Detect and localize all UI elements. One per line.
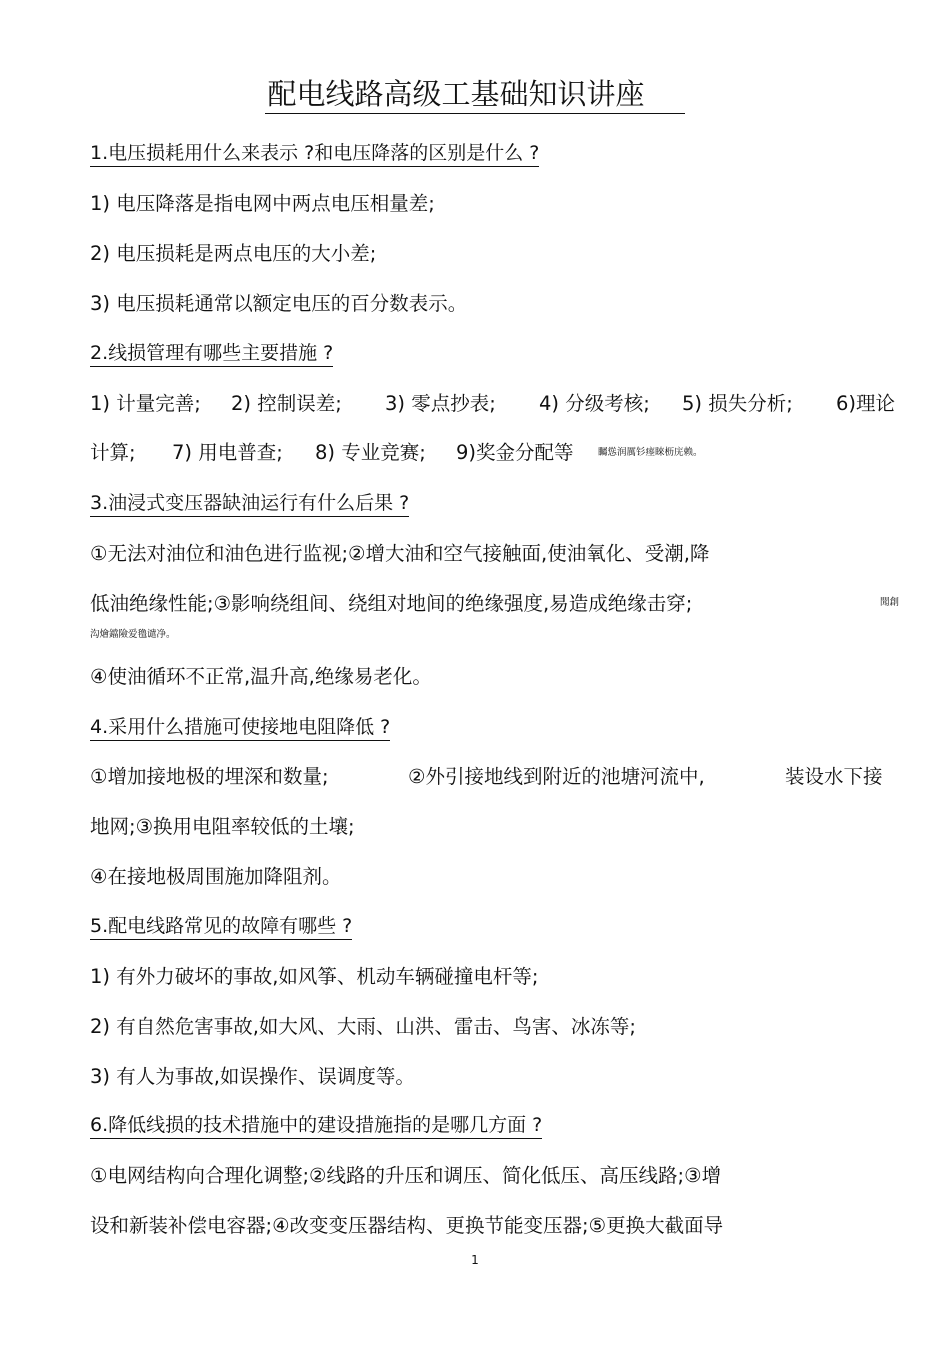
answer-2-item: 9)奖金分配等 xyxy=(456,441,574,464)
answer-2-item: 计算; xyxy=(90,441,136,464)
page-title: 配电线路高级工基础知识讲座 xyxy=(0,72,950,113)
answer-6-1: ①电网结构向合理化调整;②线路的升压和调压、简化低压、高压线路;③增 xyxy=(90,1164,722,1187)
answer-3-1: ①无法对油位和油色进行监视;②增大油和空气接触面,使油氧化、受潮,降 xyxy=(90,542,710,565)
answer-5-1: 1) 有外力破坏的事故,如风筝、机动车辆碰撞电杆等; xyxy=(90,965,539,988)
noise-text: 矚慫润厲钐瘗睞枥庑赖。 xyxy=(598,447,703,458)
answer-2-item: 3) 零点抄表; xyxy=(385,392,496,415)
answer-5-3: 3) 有人为事故,如误操作、误调度等。 xyxy=(90,1065,415,1088)
question-4: 4.采用什么措施可使接地电阻降低 ? xyxy=(90,712,390,739)
question-3: 3.油浸式变压器缺油运行有什么后果 ? xyxy=(90,488,409,515)
answer-2-item: 1) 计量完善; xyxy=(90,392,201,415)
page-number: 1 xyxy=(471,1253,479,1267)
answer-2-item: 2) 控制误差; xyxy=(231,392,342,415)
answer-2-item: 8) 专业竞赛; xyxy=(315,441,426,464)
answer-2-item: 6)理论 xyxy=(836,392,896,415)
noise-text: 沟燴鐺險爱氇谴净。 xyxy=(90,629,176,640)
answer-2-item: 7) 用电普查; xyxy=(172,441,283,464)
answer-2-item: 5) 损失分析; xyxy=(682,392,793,415)
question-1: 1.电压损耗用什么来表示 ?和电压降落的区别是什么 ? xyxy=(90,138,539,165)
answer-2-item: 4) 分级考核; xyxy=(539,392,650,415)
question-6: 6.降低线损的技术措施中的建设措施指的是哪几方面 ? xyxy=(90,1110,542,1137)
answer-4-item: ①增加接地极的埋深和数量; xyxy=(90,765,329,788)
answer-1-2: 2) 电压损耗是两点电压的大小差; xyxy=(90,242,377,265)
answer-6-2: 设和新装补偿电容器;④改变变压器结构、更换节能变压器;⑤更换大截面导 xyxy=(90,1214,724,1237)
answer-1-3: 3) 电压损耗通常以额定电压的百分数表示。 xyxy=(90,292,468,315)
answer-4-3: ④在接地极周围施加降阻剂。 xyxy=(90,865,342,888)
answer-4-item: ②外引接地线到附近的池塘河流中, xyxy=(408,765,705,788)
question-2: 2.线损管理有哪些主要措施 ? xyxy=(90,338,333,365)
answer-4-item: 装设水下接 xyxy=(785,765,883,788)
answer-4-2: 地网;③换用电阻率较低的土壤; xyxy=(90,815,355,838)
question-5: 5.配电线路常见的故障有哪些 ? xyxy=(90,911,352,938)
noise-text: 聞創 xyxy=(880,597,900,608)
answer-3-2: 低油绝缘性能;③影响绕组间、绕组对地间的绝缘强度,易造成绝缘击穿; xyxy=(90,592,693,615)
answer-3-3: ④使油循环不正常,温升高,绝缘易老化。 xyxy=(90,665,432,688)
answer-1-1: 1) 电压降落是指电网中两点电压相量差; xyxy=(90,192,435,215)
answer-5-2: 2) 有自然危害事故,如大风、大雨、山洪、雷击、鸟害、冰冻等; xyxy=(90,1015,636,1038)
